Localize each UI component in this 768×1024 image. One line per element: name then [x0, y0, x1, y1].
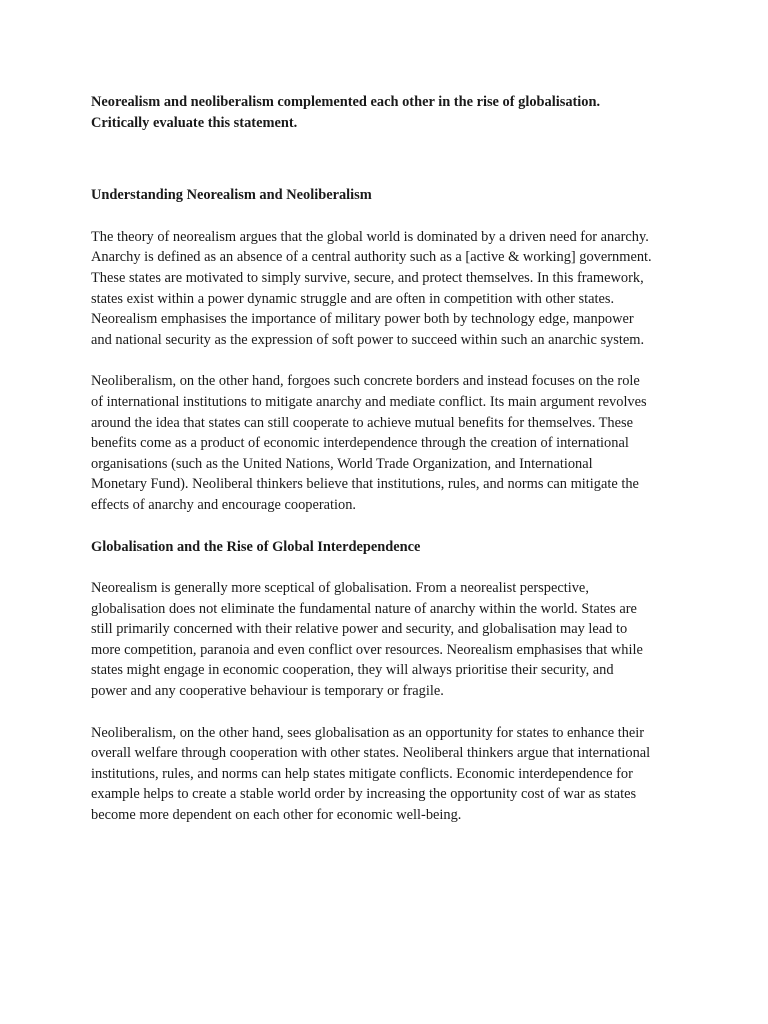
text-line: states exist within a power dynamic struggle and are often in competition with other states. — [91, 290, 615, 307]
text-line: The theory of neorealism argues that the global world is dominated by a driven need for anarchy. — [91, 228, 649, 245]
paragraph — [91, 371, 691, 515]
section-heading: Understanding Neorealism and Neoliberalism — [91, 187, 372, 204]
document-body — [91, 92, 691, 826]
text-line: benefits come as a product of economic interdependence through the creation of international — [91, 435, 629, 452]
paragraph — [91, 578, 691, 702]
text-line: globalisation does not eliminate the fundamental nature of anarchy within the world. States are — [91, 600, 637, 617]
text-line: states might engage in economic cooperation, they will always prioritise their security, and — [91, 662, 614, 679]
text-line: more competition, paranoia and even conflict over resources. Neorealism emphasises that while — [91, 641, 643, 658]
text-line: power and any cooperative behaviour is temporary or fragile. — [91, 683, 444, 700]
document-title — [91, 92, 691, 133]
section-heading: Globalisation and the Rise of Global Interdependence — [91, 538, 421, 555]
title-line: Neorealism and neoliberalism complemented each other in the rise of globalisation. — [91, 94, 601, 110]
text-line: institutions, rules, and norms can help states mitigate conflicts. Economic interdependence for — [91, 765, 633, 782]
text-line: still primarily concerned with their relative power and security, and globalisation may lead to — [91, 621, 628, 638]
paragraph — [91, 723, 691, 826]
text-line: example helps to create a stable world order by increasing the opportunity cost of war as states — [91, 786, 637, 803]
text-line: of international institutions to mitigate anarchy and mediate conflict. Its main argument revolves — [91, 393, 647, 410]
text-line: become more dependent on each other for economic well-being. — [91, 807, 462, 824]
text-line: and national security as the expression of soft power to succeed within such an anarchic system. — [91, 331, 645, 348]
text-line: organisations (such as the United Nations, World Trade Organization, and International — [91, 455, 593, 472]
text-line: effects of anarchy and encourage cooperation. — [91, 496, 357, 513]
text-line: These states are motivated to simply survive, secure, and protect themselves. In this framework, — [91, 269, 644, 286]
text-line: Neorealism emphasises the importance of military power both by technology edge, manpower — [91, 311, 634, 328]
paragraph — [91, 227, 691, 351]
text-line: Neorealism is generally more sceptical of globalisation. From a neorealist perspective, — [91, 580, 589, 597]
title-line: Critically evaluate this statement. — [91, 114, 298, 131]
text-line: Anarchy is defined as an absence of a central authority such as a [active & working] government. — [91, 249, 652, 266]
text-line: Monetary Fund). Neoliberal thinkers believe that institutions, rules, and norms can mitigate the — [91, 476, 639, 493]
text-line: around the idea that states can still cooperate to achieve mutual benefits for themselves. These — [91, 414, 633, 431]
text-line: overall welfare through cooperation with other states. Neoliberal thinkers argue that international — [91, 745, 651, 762]
text-line: Neoliberalism, on the other hand, sees globalisation as an opportunity for states to enhance their — [91, 724, 645, 741]
text-line: Neoliberalism, on the other hand, forgoes such concrete borders and instead focuses on the role — [91, 373, 640, 390]
